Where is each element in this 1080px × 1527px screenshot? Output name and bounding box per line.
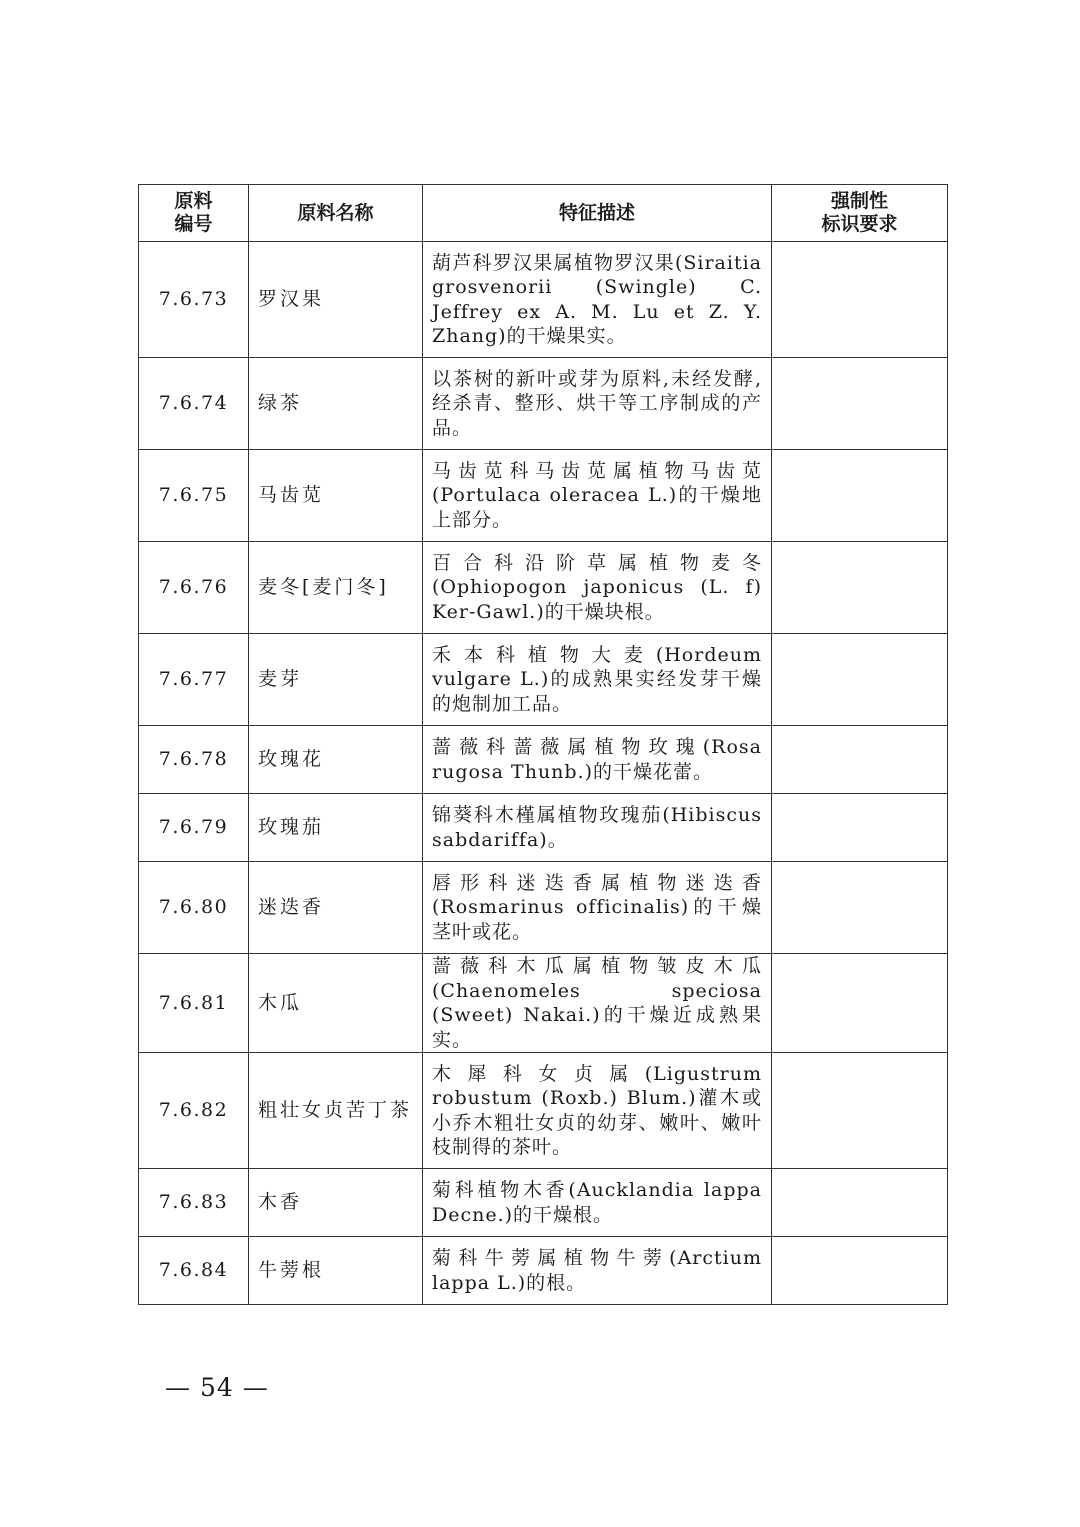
row-name: 麦芽 bbox=[249, 634, 423, 726]
row-requirement bbox=[772, 1237, 948, 1305]
row-desc: 菊科植物木香(Aucklandia lappa Decne.)的干燥根。 bbox=[423, 1169, 772, 1237]
table-row bbox=[139, 1053, 948, 1169]
ingredient-table bbox=[138, 184, 948, 1305]
table-row bbox=[139, 358, 948, 450]
row-code: 7.6.73 bbox=[139, 242, 249, 358]
row-code: 7.6.83 bbox=[139, 1169, 249, 1237]
table-row bbox=[139, 862, 948, 954]
table-row bbox=[139, 726, 948, 794]
row-code: 7.6.78 bbox=[139, 726, 249, 794]
row-requirement bbox=[772, 450, 948, 542]
row-name: 麦冬[麦门冬] bbox=[249, 542, 423, 634]
row-requirement bbox=[772, 1053, 948, 1169]
row-code: 7.6.82 bbox=[139, 1053, 249, 1169]
row-code: 7.6.77 bbox=[139, 634, 249, 726]
row-requirement bbox=[772, 542, 948, 634]
row-name: 马齿苋 bbox=[249, 450, 423, 542]
table-row bbox=[139, 450, 948, 542]
table-row bbox=[139, 242, 948, 358]
row-requirement bbox=[772, 726, 948, 794]
row-code: 7.6.84 bbox=[139, 1237, 249, 1305]
row-requirement bbox=[772, 954, 948, 1053]
table-row bbox=[139, 954, 948, 1053]
row-code: 7.6.81 bbox=[139, 954, 249, 1053]
table-row bbox=[139, 1169, 948, 1237]
row-desc: 木犀科女贞属(Ligustrum robustum (Roxb.) Blum.)灌木或小乔木粗壮女贞的幼芽、嫩叶、嫩叶枝制得的茶叶。 bbox=[423, 1053, 772, 1169]
row-desc: 禾本科植物大麦(Hordeum vulgare L.)的成熟果实经发芽干燥的炮制加工品。 bbox=[423, 634, 772, 726]
header-code bbox=[139, 185, 249, 242]
row-code: 7.6.76 bbox=[139, 542, 249, 634]
row-code: 7.6.79 bbox=[139, 794, 249, 862]
row-desc: 马齿苋科马齿苋属植物马齿苋(Portulaca oleracea L.)的干燥地上部分。 bbox=[423, 450, 772, 542]
row-name: 牛蒡根 bbox=[249, 1237, 423, 1305]
header-code-line2: 编号 bbox=[174, 213, 213, 235]
row-requirement bbox=[772, 1169, 948, 1237]
row-desc: 百合科沿阶草属植物麦冬(Ophiopogon japonicus (L. f) Ker-Gawl.)的干燥块根。 bbox=[423, 542, 772, 634]
row-desc: 唇形科迷迭香属植物迷迭香(Rosmarinus officinalis)的干燥茎叶或花。 bbox=[423, 862, 772, 954]
row-name: 罗汉果 bbox=[249, 242, 423, 358]
header-code-line1: 原料 bbox=[174, 190, 213, 212]
row-code: 7.6.75 bbox=[139, 450, 249, 542]
row-name: 绿茶 bbox=[249, 358, 423, 450]
row-desc: 锦葵科木槿属植物玫瑰茄(Hibiscus sabdariffa)。 bbox=[423, 794, 772, 862]
row-name: 玫瑰花 bbox=[249, 726, 423, 794]
row-code: 7.6.74 bbox=[139, 358, 249, 450]
header-desc: 特征描述 bbox=[423, 185, 772, 242]
header-req-line2: 标识要求 bbox=[821, 213, 898, 235]
row-code: 7.6.80 bbox=[139, 862, 249, 954]
row-desc: 葫芦科罗汉果属植物罗汉果(Siraitia grosvenorii (Swingle) C. Jeffrey ex A. M. Lu et Z. Y. Zhang)的干燥果实。 bbox=[423, 242, 772, 358]
row-desc: 蔷薇科蔷薇属植物玫瑰(Rosa rugosa Thunb.)的干燥花蕾。 bbox=[423, 726, 772, 794]
row-desc: 蔷薇科木瓜属植物皱皮木瓜(Chaenomeles speciosa (Sweet) Nakai.)的干燥近成熟果实。 bbox=[423, 954, 772, 1053]
row-desc: 以茶树的新叶或芽为原料,未经发酵,经杀青、整形、烘干等工序制成的产品。 bbox=[423, 358, 772, 450]
header-requirement bbox=[772, 185, 948, 242]
table-row bbox=[139, 794, 948, 862]
row-requirement bbox=[772, 794, 948, 862]
page-number: — 54 — bbox=[165, 1373, 269, 1402]
header-name: 原料名称 bbox=[249, 185, 423, 242]
row-requirement bbox=[772, 358, 948, 450]
header-req-line1: 强制性 bbox=[830, 190, 888, 212]
row-name: 迷迭香 bbox=[249, 862, 423, 954]
table-header-row bbox=[139, 185, 948, 242]
row-name: 粗壮女贞苦丁茶 bbox=[249, 1053, 423, 1169]
table-row bbox=[139, 542, 948, 634]
row-name: 木瓜 bbox=[249, 954, 423, 1053]
row-requirement bbox=[772, 634, 948, 726]
table-row bbox=[139, 1237, 948, 1305]
row-desc: 菊科牛蒡属植物牛蒡(Arctium lappa L.)的根。 bbox=[423, 1237, 772, 1305]
row-name: 木香 bbox=[249, 1169, 423, 1237]
row-name: 玫瑰茄 bbox=[249, 794, 423, 862]
row-requirement bbox=[772, 862, 948, 954]
table-row bbox=[139, 634, 948, 726]
row-requirement bbox=[772, 242, 948, 358]
